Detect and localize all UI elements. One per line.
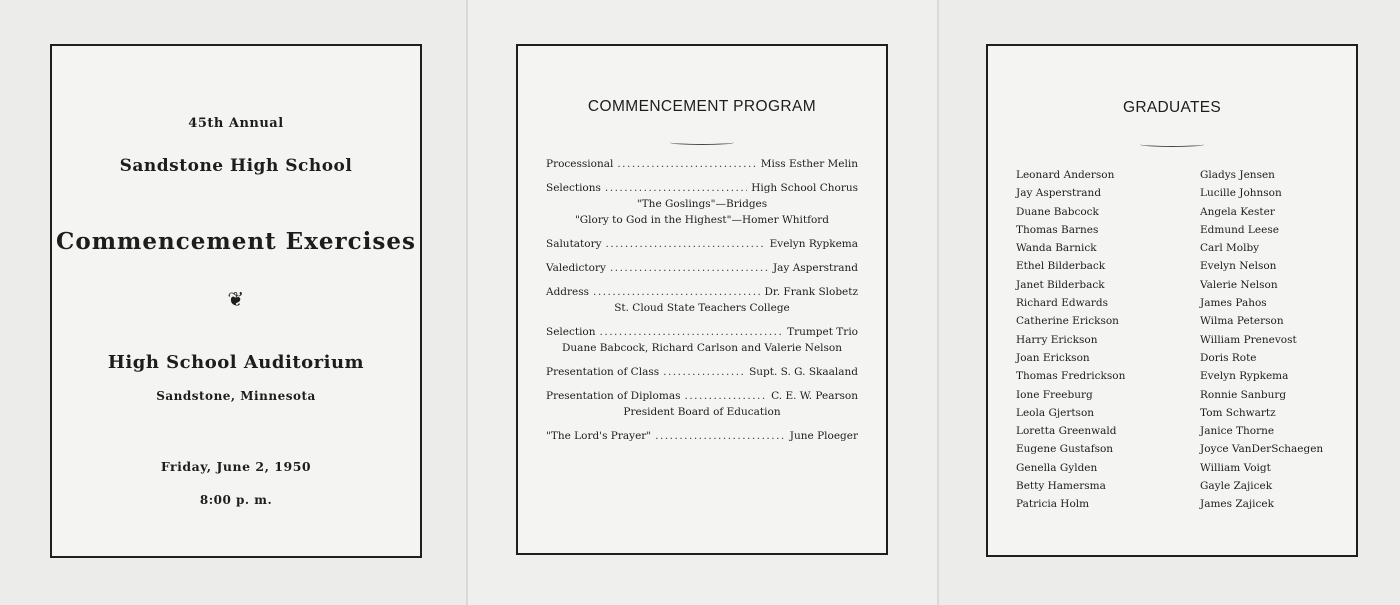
leader-dots: [684, 390, 767, 402]
graduate-name: Lucille Johnson: [1200, 187, 1282, 200]
program-item-detail: "Glory to God in the Highest"—Homer Whitford: [574, 214, 830, 226]
annual-label: 45th Annual: [188, 116, 284, 131]
program-row: [546, 238, 858, 250]
graduate-name: James Pahos: [1200, 297, 1267, 310]
graduate-name: Ethel Bilderback: [1016, 260, 1106, 273]
graduate-name: Evelyn Nelson: [1200, 260, 1277, 273]
graduate-name: Jay Asperstrand: [1016, 187, 1102, 200]
program-item-label: Valedictory: [546, 262, 606, 274]
cover-frame: [50, 44, 422, 558]
leader-dots: [610, 262, 769, 274]
graduate-name: Catherine Erickson: [1016, 315, 1119, 328]
graduate-name: Joyce VanDerSchaegen: [1200, 443, 1324, 456]
graduate-name: Janet Bilderback: [1016, 278, 1105, 291]
graduate-name: Wilma Peterson: [1200, 315, 1284, 328]
program-item-performer: Trumpet Trio: [787, 326, 858, 338]
program-item-performer: Supt. S. G. Skaaland: [749, 366, 858, 378]
leader-dots: [600, 326, 784, 338]
program-row: [546, 390, 858, 402]
program-item-label: "The Lord's Prayer": [546, 430, 652, 442]
program-row: [546, 158, 858, 170]
graduates-frame: [986, 44, 1358, 557]
event-title: Commencement Exercises: [56, 228, 416, 255]
program-item-label: Selection: [546, 326, 596, 338]
graduate-name: Wanda Barnick: [1016, 242, 1097, 255]
graduates-column-left: [1016, 166, 1125, 514]
graduate-name: Thomas Barnes: [1016, 223, 1099, 236]
graduate-name: Evelyn Rypkema: [1200, 370, 1289, 383]
leader-dots: [605, 182, 747, 194]
program-item-label: Presentation of Diplomas: [546, 390, 681, 402]
graduate-name: Carl Molby: [1200, 242, 1260, 255]
graduate-name: Patricia Holm: [1016, 498, 1090, 511]
program-row: [546, 182, 858, 194]
graduate-name: Ronnie Sanburg: [1200, 388, 1287, 401]
program-row: [546, 326, 858, 338]
program-item: [546, 286, 858, 314]
graduate-name: Harry Erickson: [1016, 333, 1098, 346]
program-item-performer: Miss Esther Melin: [760, 158, 858, 170]
graduate-name: William Voigt: [1200, 461, 1271, 474]
program-row: [546, 286, 858, 298]
program-item: [546, 366, 858, 378]
program-item-detail: St. Cloud State Teachers College: [614, 302, 790, 314]
graduate-name: Gladys Jensen: [1200, 169, 1275, 181]
event-date: Friday, June 2, 1950: [160, 459, 312, 474]
program-item-performer: June Ploeger: [789, 430, 858, 442]
program-item-performer: Jay Asperstrand: [772, 262, 858, 274]
program-item-performer: C. E. W. Pearson: [771, 390, 858, 402]
event-time: 8:00 p. m.: [199, 493, 273, 507]
graduate-name: James Zajicek: [1200, 498, 1274, 511]
divider-flourish: [1140, 142, 1204, 147]
school-name: Sandstone High School: [119, 156, 353, 176]
program-item-performer: High School Chorus: [751, 182, 858, 194]
program-item-label: Presentation of Class: [546, 366, 660, 378]
program-row: [546, 430, 858, 442]
leader-dots: [593, 286, 760, 298]
divider-flourish: [670, 140, 734, 145]
graduate-name: Edmund Leese: [1200, 223, 1279, 236]
program-item-detail: President Board of Education: [623, 406, 781, 418]
program-row: [546, 262, 858, 274]
venue-city: Sandstone, Minnesota: [156, 389, 316, 403]
graduate-name: Genella Gylden: [1016, 461, 1098, 474]
program-item: [546, 326, 858, 354]
page-fold: [937, 0, 939, 605]
program-item-label: Selections: [546, 182, 601, 194]
venue-name: High School Auditorium: [107, 352, 365, 373]
program-item-label: Address: [546, 286, 590, 298]
program-item-detail: Duane Babcock, Richard Carlson and Valerie Nelson: [562, 342, 842, 354]
program-item-detail: "The Goslings"—Bridges: [636, 198, 768, 210]
graduate-name: Leonard Anderson: [1016, 169, 1115, 181]
leader-dots: [617, 158, 756, 170]
program-item: [546, 262, 858, 274]
graduate-name: Janice Thorne: [1200, 425, 1275, 438]
program-item-label: Processional: [546, 158, 614, 170]
leader-dots: [663, 366, 745, 378]
graduate-name: Duane Babcock: [1016, 205, 1099, 218]
graduate-name: Thomas Fredrickson: [1016, 370, 1126, 383]
program-item-label: Salutatory: [546, 238, 602, 250]
program-item: [546, 430, 858, 442]
graduate-name: Ione Freeburg: [1016, 388, 1093, 401]
leader-dots: [606, 238, 766, 250]
program-row: [546, 366, 858, 378]
graduate-name: Loretta Greenwald: [1016, 425, 1117, 438]
graduate-name: Valerie Nelson: [1200, 278, 1278, 291]
graduate-name: Eugene Gustafson: [1016, 443, 1114, 456]
program-frame: [516, 44, 888, 555]
graduates-heading: GRADUATES: [1122, 99, 1221, 116]
program-item: [546, 158, 858, 170]
program-list: [546, 158, 858, 454]
program-heading: COMMENCEMENT PROGRAM: [587, 98, 817, 115]
ornament-icon: ❦: [227, 287, 245, 311]
graduate-name: Leola Gjertson: [1016, 406, 1095, 419]
program-item: [546, 182, 858, 226]
graduate-name: Tom Schwartz: [1200, 406, 1276, 419]
graduate-name: Doris Rote: [1200, 351, 1257, 364]
graduate-name: Richard Edwards: [1016, 297, 1109, 310]
graduate-name: Betty Hamersma: [1016, 480, 1106, 493]
leader-dots: [655, 430, 786, 442]
graduate-name: Angela Kester: [1200, 205, 1275, 218]
graduate-name: William Prenevost: [1200, 333, 1297, 346]
graduate-name: Joan Erickson: [1016, 351, 1090, 364]
page-fold: [466, 0, 468, 605]
program-item: [546, 390, 858, 418]
program-item: [546, 238, 858, 250]
graduate-name: Gayle Zajicek: [1200, 480, 1273, 493]
graduates-column-right: [1200, 166, 1323, 514]
program-item-performer: Evelyn Rypkema: [769, 238, 858, 250]
program-item-performer: Dr. Frank Slobetz: [764, 286, 858, 298]
